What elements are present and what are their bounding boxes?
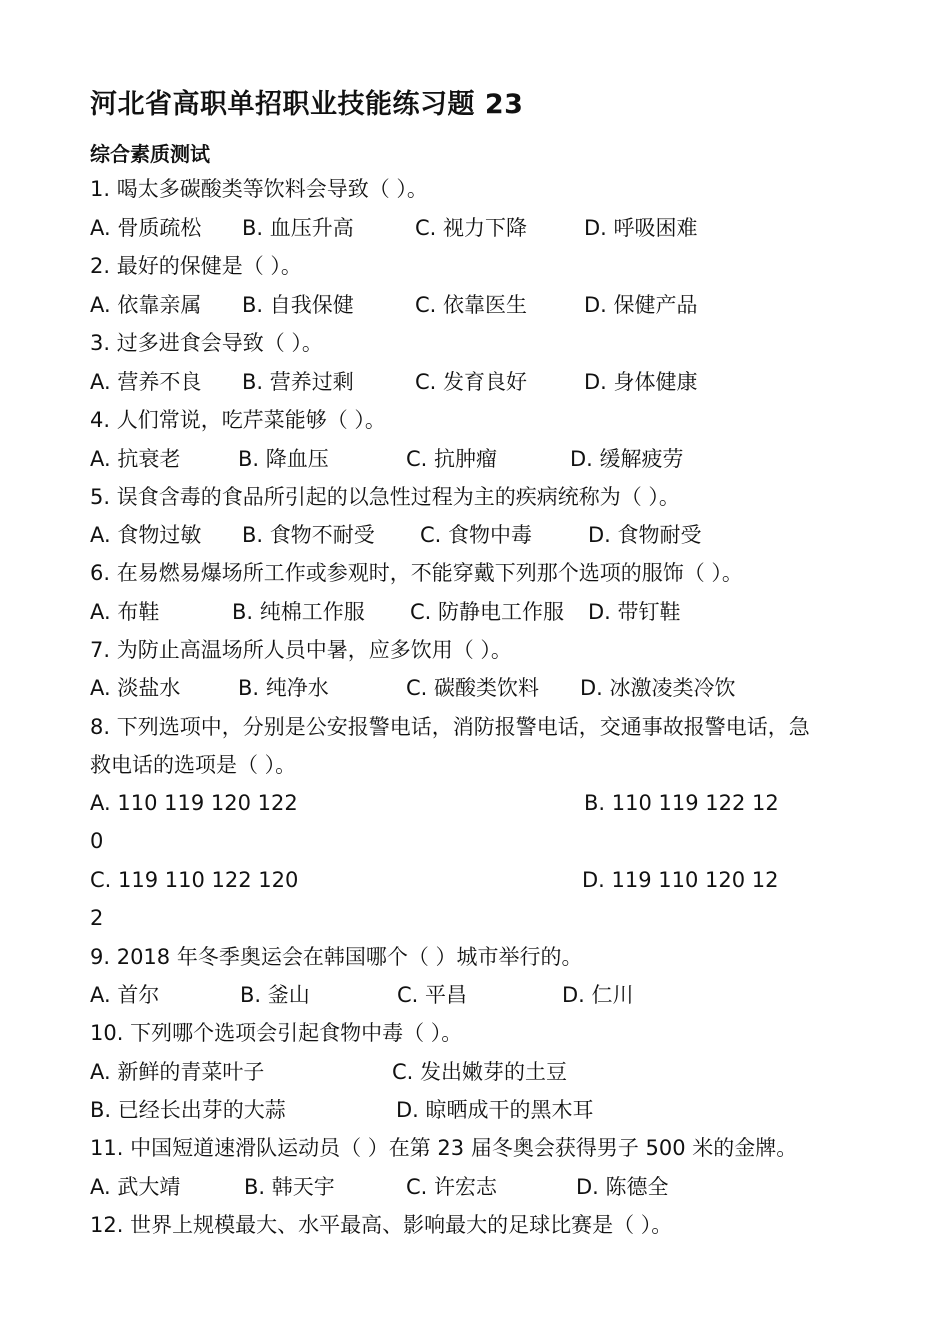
option-wrap: 0: [90, 829, 104, 853]
option: C. 发育良好: [415, 370, 528, 394]
option: B. 韩天宇: [244, 1175, 335, 1199]
question-stem-continued: 救电话的选项是（ ）。: [90, 753, 297, 777]
option: D. 冰激凌类冷饮: [580, 676, 736, 700]
option: B. 纯净水: [238, 676, 329, 700]
option: B. 釜山: [240, 983, 310, 1007]
option: B. 已经长出芽的大蒜: [90, 1098, 286, 1122]
question-stem: 6. 在易燃易爆场所工作或参观时，不能穿戴下列那个选项的服饰（ ）。: [90, 561, 743, 585]
question-stem: 12. 世界上规模最大、水平最高、影响最大的足球比赛是（ ）。: [90, 1213, 673, 1237]
option: C. 抗肿瘤: [406, 447, 498, 471]
option: A. 110 119 120 122: [90, 791, 298, 815]
question-stem: 11. 中国短道速滑队运动员（ ）在第 23 届冬奥会获得男子 500 米的金牌。: [90, 1136, 798, 1160]
question-stem: 10. 下列哪个选项会引起食物中毒（ ）。: [90, 1021, 463, 1045]
option: D. 陈德全: [576, 1175, 669, 1199]
option: C. 碳酸类饮料: [406, 676, 540, 700]
question-stem: 9. 2018 年冬季奥运会在韩国哪个（ ）城市举行的。: [90, 945, 583, 969]
option: B. 纯棉工作服: [232, 600, 365, 624]
question-stem: 4. 人们常说，吃芹菜能够（ ）。: [90, 408, 386, 432]
section-heading: 综合素质测试: [90, 142, 210, 166]
option: A. 抗衰老: [90, 447, 181, 471]
option: C. 食物中毒: [420, 523, 533, 547]
option: B. 血压升高: [242, 216, 354, 240]
option: D. 呼吸困难: [584, 216, 698, 240]
question-stem: 5. 误食含毒的食品所引起的以急性过程为主的疾病统称为（ ）。: [90, 485, 680, 509]
option: B. 营养过剩: [242, 370, 354, 394]
option: C. 视力下降: [415, 216, 528, 240]
option: A. 淡盐水: [90, 676, 181, 700]
option: C. 许宏志: [406, 1175, 498, 1199]
option: D. 带钉鞋: [588, 600, 681, 624]
option: D. 119 110 120 12: [582, 868, 779, 892]
option: B. 食物不耐受: [242, 523, 375, 547]
option: A. 武大靖: [90, 1175, 181, 1199]
option: A. 营养不良: [90, 370, 202, 394]
option-wrap: 2: [90, 906, 104, 930]
option: C. 发出嫩芽的土豆: [392, 1060, 568, 1084]
question-stem: 3. 过多进食会导致（ ）。: [90, 331, 323, 355]
question-stem: 7. 为防止高温场所人员中暑，应多饮用（ ）。: [90, 638, 512, 662]
option: B. 降血压: [238, 447, 329, 471]
option: D. 缓解疲劳: [570, 447, 684, 471]
option: A. 骨质疏松: [90, 216, 202, 240]
question-stem: 2. 最好的保健是（ ）。: [90, 254, 302, 278]
document-title: 河北省高职单招职业技能练习题 23: [90, 89, 524, 120]
option: A. 新鲜的青菜叶子: [90, 1060, 265, 1084]
option: C. 119 110 122 120: [90, 868, 299, 892]
option: D. 保健产品: [584, 293, 698, 317]
option: B. 自我保健: [242, 293, 354, 317]
option: C. 防静电工作服: [410, 600, 565, 624]
option: B. 110 119 122 12: [584, 791, 779, 815]
option: A. 首尔: [90, 983, 160, 1007]
option: A. 布鞋: [90, 600, 160, 624]
option: A. 食物过敏: [90, 523, 202, 547]
option: C. 依靠医生: [415, 293, 528, 317]
option: A. 依靠亲属: [90, 293, 202, 317]
option: C. 平昌: [397, 983, 468, 1007]
question-stem: 1. 喝太多碳酸类等饮料会导致（ ）。: [90, 177, 428, 201]
question-stem: 8. 下列选项中，分别是公安报警电话，消防报警电话，交通事故报警电话，急: [90, 715, 810, 739]
option: D. 晾晒成干的黑木耳: [396, 1098, 594, 1122]
option: D. 身体健康: [584, 370, 698, 394]
option: D. 食物耐受: [588, 523, 702, 547]
option: D. 仁川: [562, 983, 634, 1007]
